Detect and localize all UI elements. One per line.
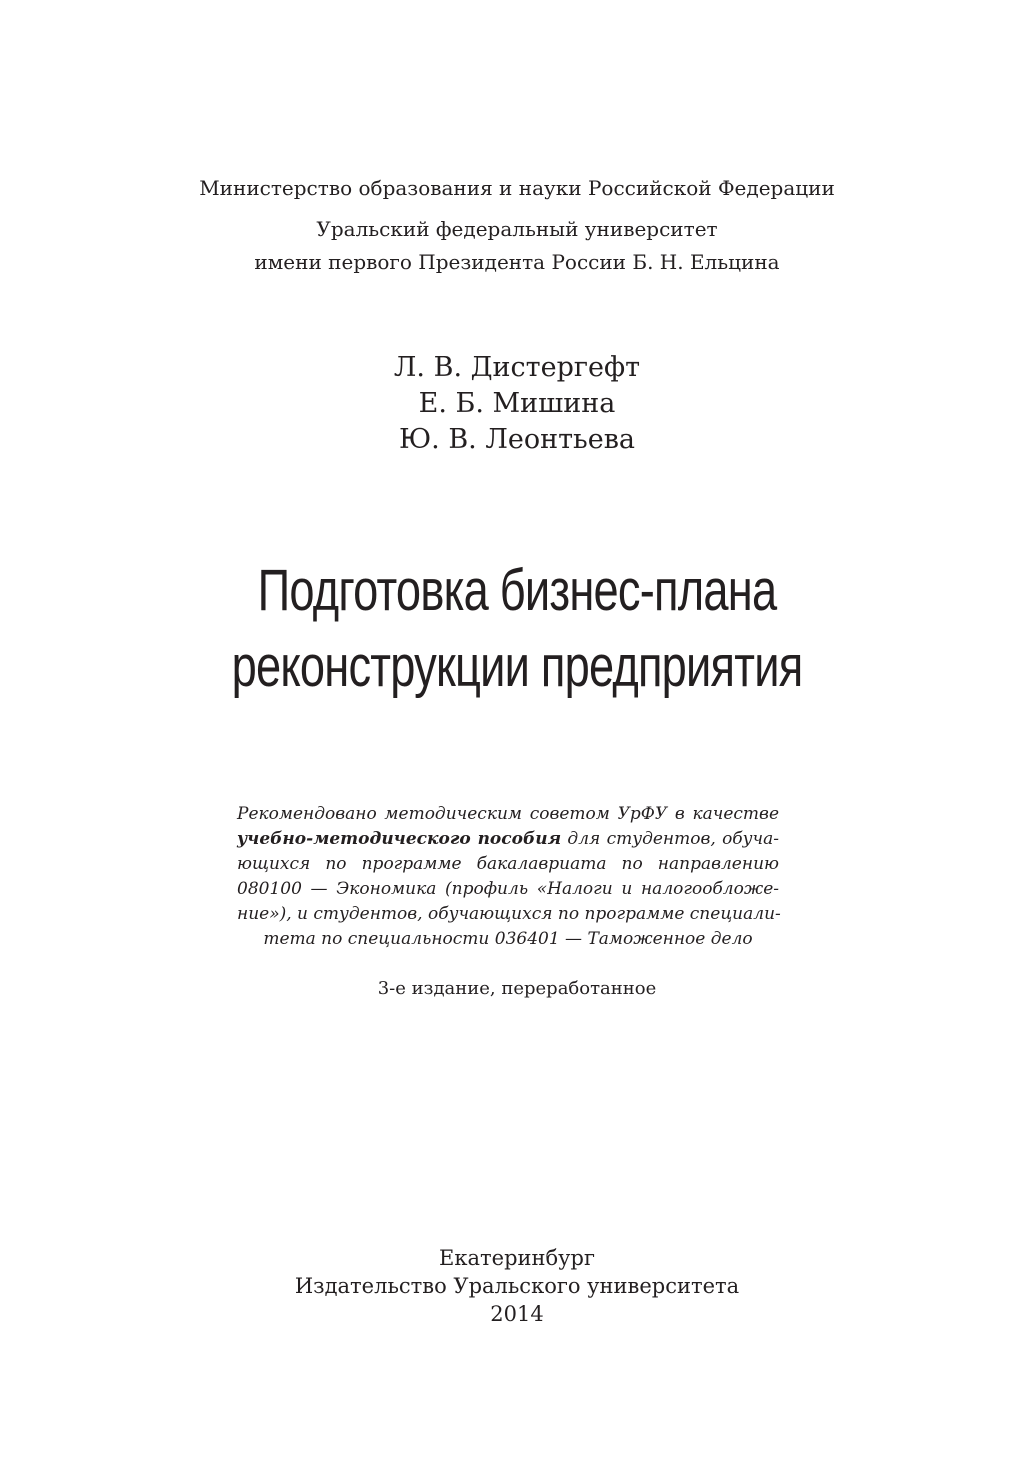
- recommendation-line-6: тета по специальности 036401 — Таможенное дело: [263, 929, 753, 949]
- author-2: Е. Б. Мишина: [418, 388, 616, 419]
- recommendation-note: [237, 802, 779, 952]
- book-title-line-1: Подготовка бизнес-плана: [257, 558, 777, 623]
- university-name-line-1: Уральский федеральный университет: [316, 217, 718, 241]
- recommendation-line-4: 080100 — Экономика (профиль «Налоги и налогообложе-: [237, 879, 779, 899]
- ministry-name: Министерство образования и науки Российской Федерации: [199, 176, 835, 200]
- book-title-line-2: реконструкции предприятия: [231, 634, 803, 699]
- author-3: Ю. В. Леонтьева: [398, 424, 636, 455]
- recommendation-line-5: ние»), и студентов, обучающихся по программе специали-: [237, 904, 781, 924]
- publisher-block: [0, 1244, 1034, 1328]
- author-1: Л. В. Дистергефт: [393, 352, 641, 383]
- recommendation-line-3: ющихся по программе бакалавриата по направлению: [237, 854, 779, 874]
- university-name-line-2: имени первого Президента России Б. Н. Ельцина: [254, 250, 780, 274]
- ministry-header: [0, 174, 1034, 202]
- publisher-name: Издательство Уральского университета: [294, 1274, 740, 1298]
- authors-list: [0, 350, 1034, 458]
- recommendation-line-2: [237, 827, 779, 852]
- edition-note: [0, 976, 1034, 1002]
- recommendation-bold-phrase: учебно-методического пособия: [237, 829, 562, 849]
- recommendation-line-2-rest: для студентов, обуча-: [561, 829, 779, 849]
- book-title: [114, 553, 921, 705]
- recommendation-line-1: Рекомендовано методическим советом УрФУ в качестве: [237, 804, 779, 824]
- publisher-city: Екатеринбург: [439, 1246, 595, 1270]
- publication-year: 2014: [490, 1302, 544, 1326]
- edition-text: 3-е издание, переработанное: [377, 978, 657, 999]
- university-header: [0, 213, 1034, 279]
